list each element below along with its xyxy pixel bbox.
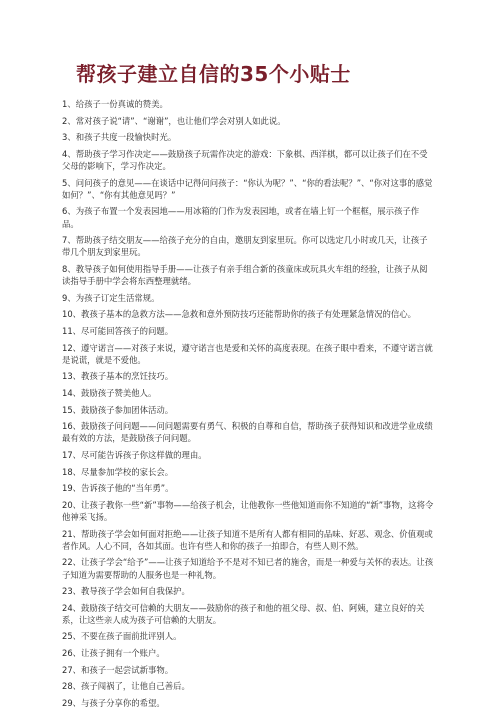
tips-list: [62, 98, 434, 713]
list-item: 10、教孩子基本的急救方法——急救和意外预防技巧还能帮助你的孩子有处理紧急情况的信心。: [62, 309, 417, 320]
list-item: 1、给孩子一份真诚的赞美。: [62, 99, 168, 109]
list-item: 12、遵守诺言——对孩子来说，遵守诺言也是爱和关怀的高度表现。在孩子眼中看来，不遵守诺言就是说谎，就是不爱他。: [62, 342, 433, 365]
list-item: 25、不要在孩子面前批评别人。: [62, 631, 182, 642]
list-item: 13、教孩子基本的烹饪技巧。: [62, 371, 174, 382]
list-item: 9、为孩子订定生活常规。: [62, 292, 160, 303]
list-item: 19、告诉孩子他的“当年勇”。: [62, 483, 174, 494]
list-item: 15、鼓励孩子参加团体活动。: [62, 404, 174, 415]
list-item: 27、和孩子一起尝试新事物。: [62, 664, 174, 675]
list-item: 20、让孩子教你一些“新”事物——给孩子机会，让他教你一些他知道而你不知道的“新”事物，这将令他神采飞扬。: [62, 499, 434, 522]
list-item: 28、孩子闯祸了，让他自己善后。: [62, 681, 190, 692]
list-item: 5、问问孩子的意见——在谈话中记得问问孩子：“你认为呢？”、“你的看法呢？”、“你对这事的感觉如何？”、“你有其他意见吗？”: [62, 177, 433, 200]
list-item: 3、和孩子共度一段愉快时光。: [62, 132, 177, 143]
list-item: 26、让孩子拥有一个账户。: [62, 648, 165, 659]
list-item: 8、教导孩子如何使用指导手册——让孩子有亲手组合新的孩童床或玩具火车组的经验，让孩子从阅读指导手册中学会将东西整理就绪。: [62, 263, 428, 287]
list-item: 22、让孩子学会“给予”——让孩子知道给予不是对不知已者的施舍，而是一种爱与关怀的表达。让孩子知道为需要帮助的人服务也是一种礼物。: [62, 557, 434, 580]
list-item: 21、帮助孩子学会如何面对拒绝——让孩子知道不是所有人都有相同的品味、好恶、观念、价值观或者作风。人心不同，各如其面。也许有些人和你的孩子一拍即合，有些人则不然。: [62, 528, 433, 551]
list-item: 11、尽可能回答孩子的问题。: [62, 325, 174, 336]
list-item: 17、尽可能告诉孩子你这样做的理由。: [62, 449, 207, 460]
page-title: 帮孩子建立自信的35个小贴士: [76, 62, 351, 86]
list-item: 14、鼓励孩子赞美他人。: [62, 387, 157, 398]
list-item: 29、与孩子分享你的希望。: [62, 697, 165, 708]
list-item: 18、尽量参加学校的家长会。: [62, 466, 174, 477]
list-item: 4、帮助孩子学习作决定——鼓励孩子玩需作决定的游戏：下象棋、西洋棋，都可以让孩子们在不受父母的影响下，学习作决定。: [62, 148, 428, 171]
list-item: 23、教导孩子学会如何自我保护。: [62, 586, 190, 597]
list-item: 6、为孩子布置一个发表园地——用冰箱的门作为发表园地，或者在墙上钉一个框框，展示孩子作品。: [62, 206, 420, 229]
list-item: 2、常对孩子说“请”、“谢谢”，也让他们学会对别人如此说。: [62, 115, 286, 126]
list-item: 24、鼓励孩子结交可信赖的大朋友——鼓励你的孩子和他的祖父母、叔、伯、阿姨，建立良好的关系，让这些亲人成为孩子可信赖的大朋友。: [62, 602, 425, 625]
list-item: 16、鼓励孩子问问题——问问题需要有勇气、积极的自尊和自信，帮助孩子获得知识和改进学业成绩最有效的方法，是鼓励孩子问问题。: [62, 421, 433, 444]
list-item: 7、帮助孩子结交朋友——给孩子充分的自由，邀朋友到家里玩。你可以选定几小时或几天，让孩子带几个朋友到家里玩。: [62, 235, 428, 258]
